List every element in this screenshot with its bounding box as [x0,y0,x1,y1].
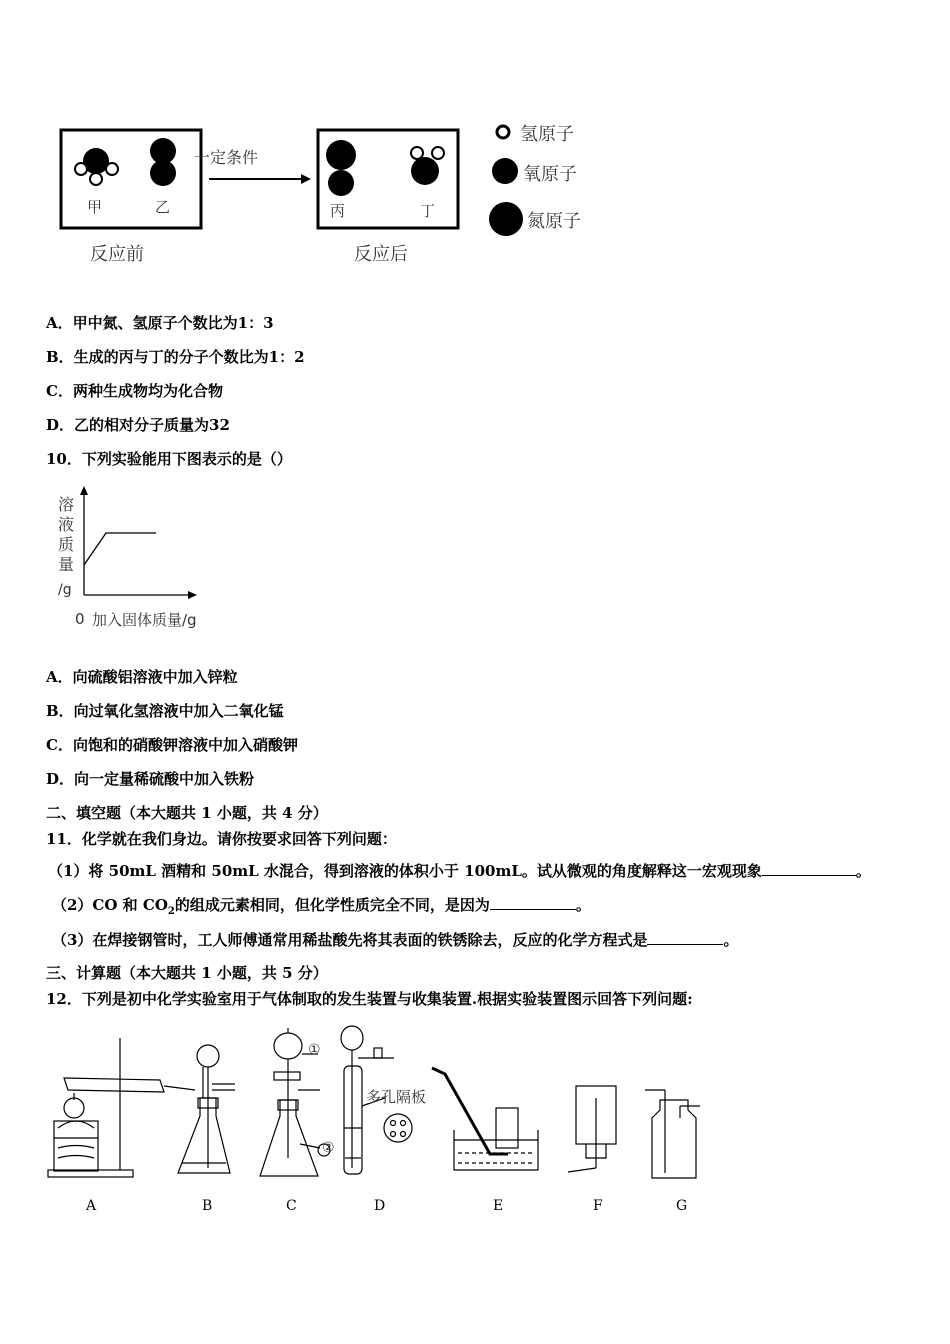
legend-nitrogen-symbol [489,202,523,236]
q9-option-b: B．生成的丙与丁的分子个数比为1：2 [46,348,305,366]
apparatus-label-d: D [374,1198,386,1214]
q10-option-a: A．向硫酸铝溶液中加入锌粒 [46,668,238,686]
q11-part2: （2）CO 和 $CO_2$的组成元素相同，但化学性质完全不同，是因为 。 [52,896,591,917]
q9-option-d: D．乙的相对分子质量为32 [46,416,230,434]
q10-option-d: D．向一定量稀硫酸中加入铁粉 [46,770,255,788]
q10-y-label: 溶 液 质 量 [58,495,75,574]
q10-y-unit: /g [58,582,72,598]
jia-hydrogen-atom [106,163,118,175]
apparatus-f [568,1086,616,1172]
q10-x-label: 加入固体质量/g [92,611,197,629]
apparatus-label-a: A [86,1198,97,1214]
marker-1: ① [308,1042,321,1058]
apparatus-e [432,1068,538,1170]
bing-nitrogen-atom [326,140,356,170]
porous-plate-label: 多孔隔板 [366,1088,427,1106]
legend-oxygen: 氧原子 [523,164,577,185]
bing-nitrogen-atom [328,170,354,196]
molecule-label-jia: 甲 [87,198,103,216]
section3-heading: 三、计算题（本大题共 1 小题，共 5 分） [46,964,328,982]
q12-stem: 12．下列是初中化学实验室用于气体制取的发生装置与收集装置.根据实验装置图示回答下列问题: [46,990,693,1008]
reaction-condition: 一定条件 [194,148,259,167]
ding-hydrogen-atom [411,147,423,159]
legend-hydrogen-symbol [497,126,509,138]
apparatus-g [645,1090,700,1178]
q10-option-b: B．向过氧化氢溶液中加入二氧化锰 [46,702,284,720]
molecule-label-yi: 乙 [155,198,171,216]
q10-origin: 0 [75,610,85,628]
q11-part1: （1）将 50mL 酒精和 50mL 水混合，得到溶液的体积小于 100mL。试从微观的角度解释这一宏观现象 。 [48,862,871,880]
before-caption: 反应前 [90,244,144,265]
ding-hydrogen-atom [432,147,444,159]
apparatus-label-f: F [593,1198,603,1214]
apparatus-b [178,1045,235,1173]
q10-option-c: C．向饱和的硝酸钾溶液中加入硝酸钾 [46,736,298,754]
apparatus-label-e: E [493,1198,504,1214]
molecule-label-ding: 丁 [420,202,436,220]
answer-blank-1[interactable] [762,861,856,876]
apparatus-label-b: B [202,1198,213,1214]
mass-curve [84,533,156,565]
q9-option-a: A．甲中氮、氢原子个数比为1：3 [46,314,274,332]
ding-oxygen-atom [411,157,439,185]
after-caption: 反应后 [354,244,408,265]
apparatus-label-g: G [676,1198,688,1214]
jia-hydrogen-atom [75,163,87,175]
before-box [61,130,201,228]
yi-oxygen-atom [150,160,176,186]
legend-hydrogen: 氢原子 [520,124,574,145]
legend-oxygen-symbol [492,158,518,184]
molecule-label-bing: 丙 [330,202,346,220]
apparatus-a [48,1038,195,1177]
apparatus-label-c: C [286,1198,297,1214]
jia-hydrogen-atom [90,173,102,185]
answer-blank-2[interactable] [490,895,576,910]
legend-nitrogen: 氮原子 [527,211,581,232]
answer-blank-3[interactable] [647,930,723,945]
q11-stem: 11．化学就在我们身边。请你按要求回答下列问题： [46,830,397,848]
q10-stem: 10．下列实验能用下图表示的是（） [46,450,292,468]
q11-part3: （3）在焊接钢管时，工人师傅通常用稀盐酸先将其表面的铁锈除去，反应的化学方程式是 。 [52,931,739,949]
section2-heading: 二、填空题（本大题共 1 小题，共 4 分） [46,804,328,822]
q10-graph [78,485,208,605]
marker-2: ② [322,1140,335,1156]
q9-option-c: C．两种生成物均为化合物 [46,382,223,400]
